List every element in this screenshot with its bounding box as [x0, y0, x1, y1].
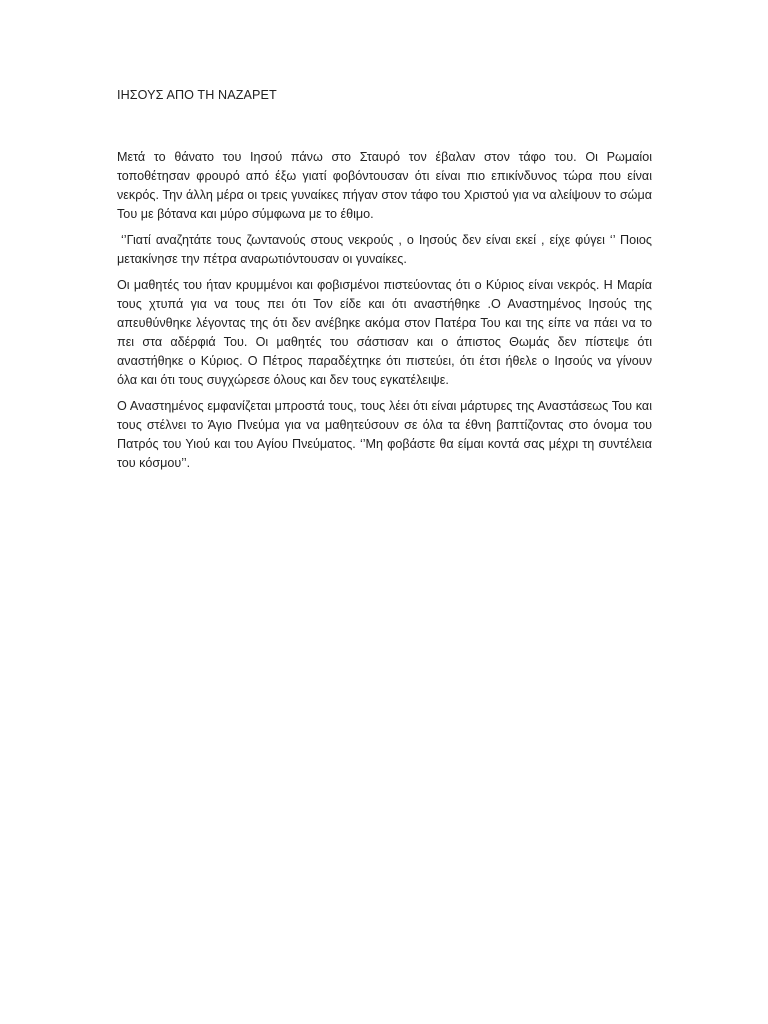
- paragraph-great-commission: Ο Αναστημένος εμφανίζεται μπροστά τους, τους λέει ότι είναι μάρτυρες της Αναστάσεως Του και τους στέλνει το Άγιο Πνεύμα για να μαθητεύσουν σε όλα τα έθνη βαπτίζοντας στο όνομα του Πατρός του Υιού και του Αγίου Πνεύματος. ‘’Μη φοβάστε θα είμαι κοντά σας μέχρι τη συντέλεια του κόσμου’’.: [117, 399, 652, 470]
- document-body: [117, 86, 652, 480]
- paragraph-burial: Μετά το θάνατο του Ιησού πάνω στο Σταυρό τον έβαλαν στον τάφο του. Οι Ρωμαίοι τοποθέτησαν φρουρό από έξω γιατί φοβόντουσαν ότι είναι πιο επικίνδυνος τώρα που είναι νεκρός. Την άλλη μέρα οι τρεις γυναίκες πήγαν στον τάφο του Χριστού για να αλείψουν το σώμα Του με βότανα και μύρο σύμφωνα με το έθιμο.: [117, 150, 652, 221]
- paragraph-empty-tomb-quote: ‘’Γιατί αναζητάτε τους ζωντανούς στους νεκρούς , ο Ιησούς δεν είναι εκεί , είχε φύγει ‘’ Ποιος μετακίνησε την πέτρα αναρωτιόντουσαν οι γυναίκες.: [117, 233, 652, 266]
- document-title: ΙΗΣΟΥΣ ΑΠΟ ΤΗ ΝΑΖΑΡΕΤ: [117, 88, 277, 102]
- paragraph-disciples: Οι μαθητές του ήταν κρυμμένοι και φοβισμένοι πιστεύοντας ότι ο Κύριος είναι νεκρός. Η Μαρία τους χτυπά για να τους πει ότι Τον είδε και ότι αναστήθηκε .Ο Αναστημένος Ιησούς της απευθύνθηκε λέγοντας της ότι δεν ανέβηκε ακόμα στον Πατέρα Του και της είπε να πάει να το πει στα αδέρφιά Του. Οι μαθητές του σάστισαν και ο άπιστος Θωμάς δεν πίστεψε ότι αναστήθηκε ο Κύριος. Ο Πέτρος παραδέχτηκε ότι πιστεύει, ότι έτσι ήθελε ο Ιησούς να γίνουν όλα και ότι τους συγχώρεσε όλους και δεν τους εγκατέλειψε.: [117, 278, 652, 387]
